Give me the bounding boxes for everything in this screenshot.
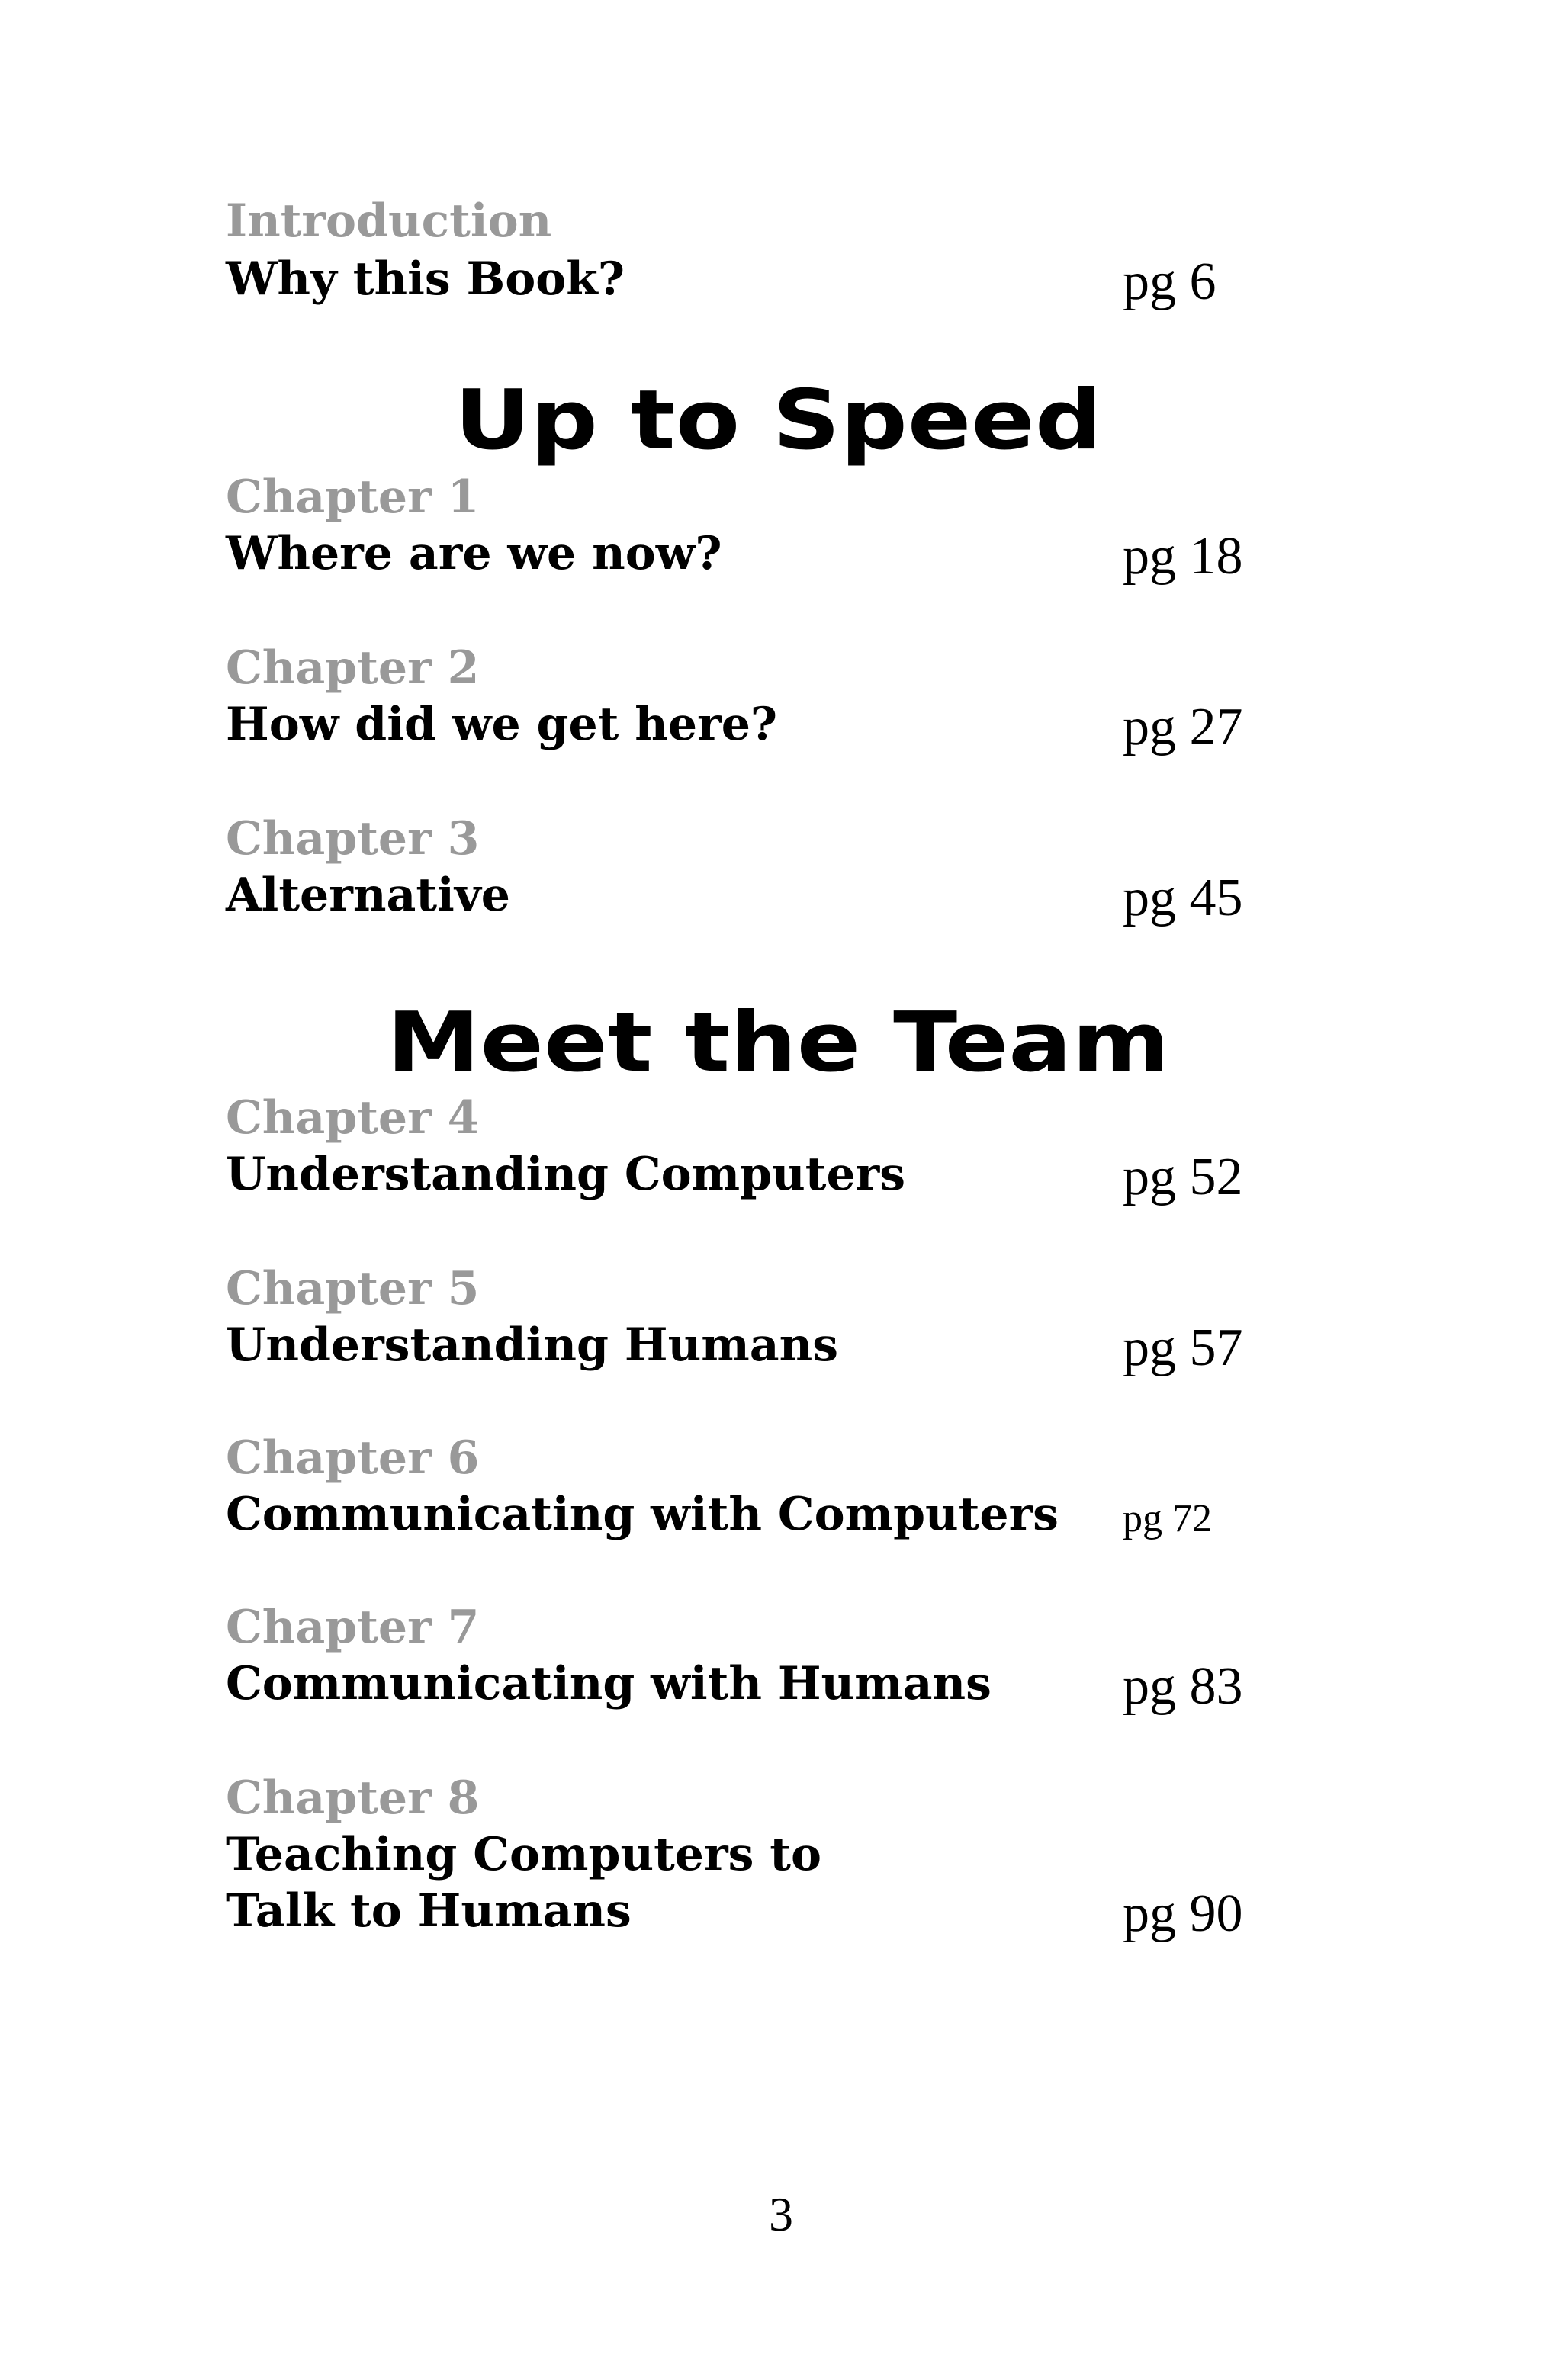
- chapter-6-page-ref: pg 72: [1123, 1497, 1212, 1540]
- chapter-6-label: Chapter 6: [226, 1431, 480, 1485]
- intro-label: Introduction: [226, 194, 552, 248]
- chapter-7-page-ref: pg 83: [1123, 1657, 1243, 1716]
- intro-page-ref: pg 6: [1123, 252, 1216, 311]
- chapter-5-page-ref: pg 57: [1123, 1318, 1243, 1377]
- page-number: 3: [769, 2187, 793, 2241]
- chapter-4-label: Chapter 4: [226, 1091, 480, 1145]
- chapter-7-label: Chapter 7: [226, 1601, 480, 1654]
- section-heading-up-to-speed: Up to Speed: [454, 373, 1102, 468]
- chapter-2-page-ref: pg 27: [1123, 698, 1243, 756]
- chapter-8-label: Chapter 8: [226, 1771, 480, 1825]
- chapter-4-title: Understanding Computers: [226, 1148, 906, 1201]
- chapter-2-label: Chapter 2: [226, 641, 480, 695]
- chapter-5-label: Chapter 5: [226, 1262, 480, 1315]
- intro-title: Why this Book?: [226, 252, 625, 306]
- chapter-4-page-ref: pg 52: [1123, 1148, 1243, 1206]
- chapter-8-title-line-1: Teaching Computers to: [226, 1828, 821, 1881]
- chapter-5-title: Understanding Humans: [226, 1318, 838, 1372]
- chapter-8-page-ref: pg 90: [1123, 1884, 1243, 1943]
- chapter-6-title: Communicating with Computers: [226, 1488, 1059, 1541]
- chapter-3-title: Alternative: [226, 869, 510, 922]
- chapter-1-page-ref: pg 18: [1123, 527, 1243, 586]
- section-heading-meet-the-team: Meet the Team: [387, 995, 1170, 1090]
- chapter-1-title: Where are we now?: [226, 527, 722, 580]
- chapter-3-page-ref: pg 45: [1123, 869, 1243, 927]
- chapter-3-label: Chapter 3: [226, 812, 480, 866]
- chapter-1-label: Chapter 1: [226, 471, 480, 524]
- chapter-8-title-line-2: Talk to Humans: [226, 1884, 632, 1938]
- chapter-2-title: How did we get here?: [226, 698, 778, 751]
- chapter-7-title: Communicating with Humans: [226, 1657, 992, 1710]
